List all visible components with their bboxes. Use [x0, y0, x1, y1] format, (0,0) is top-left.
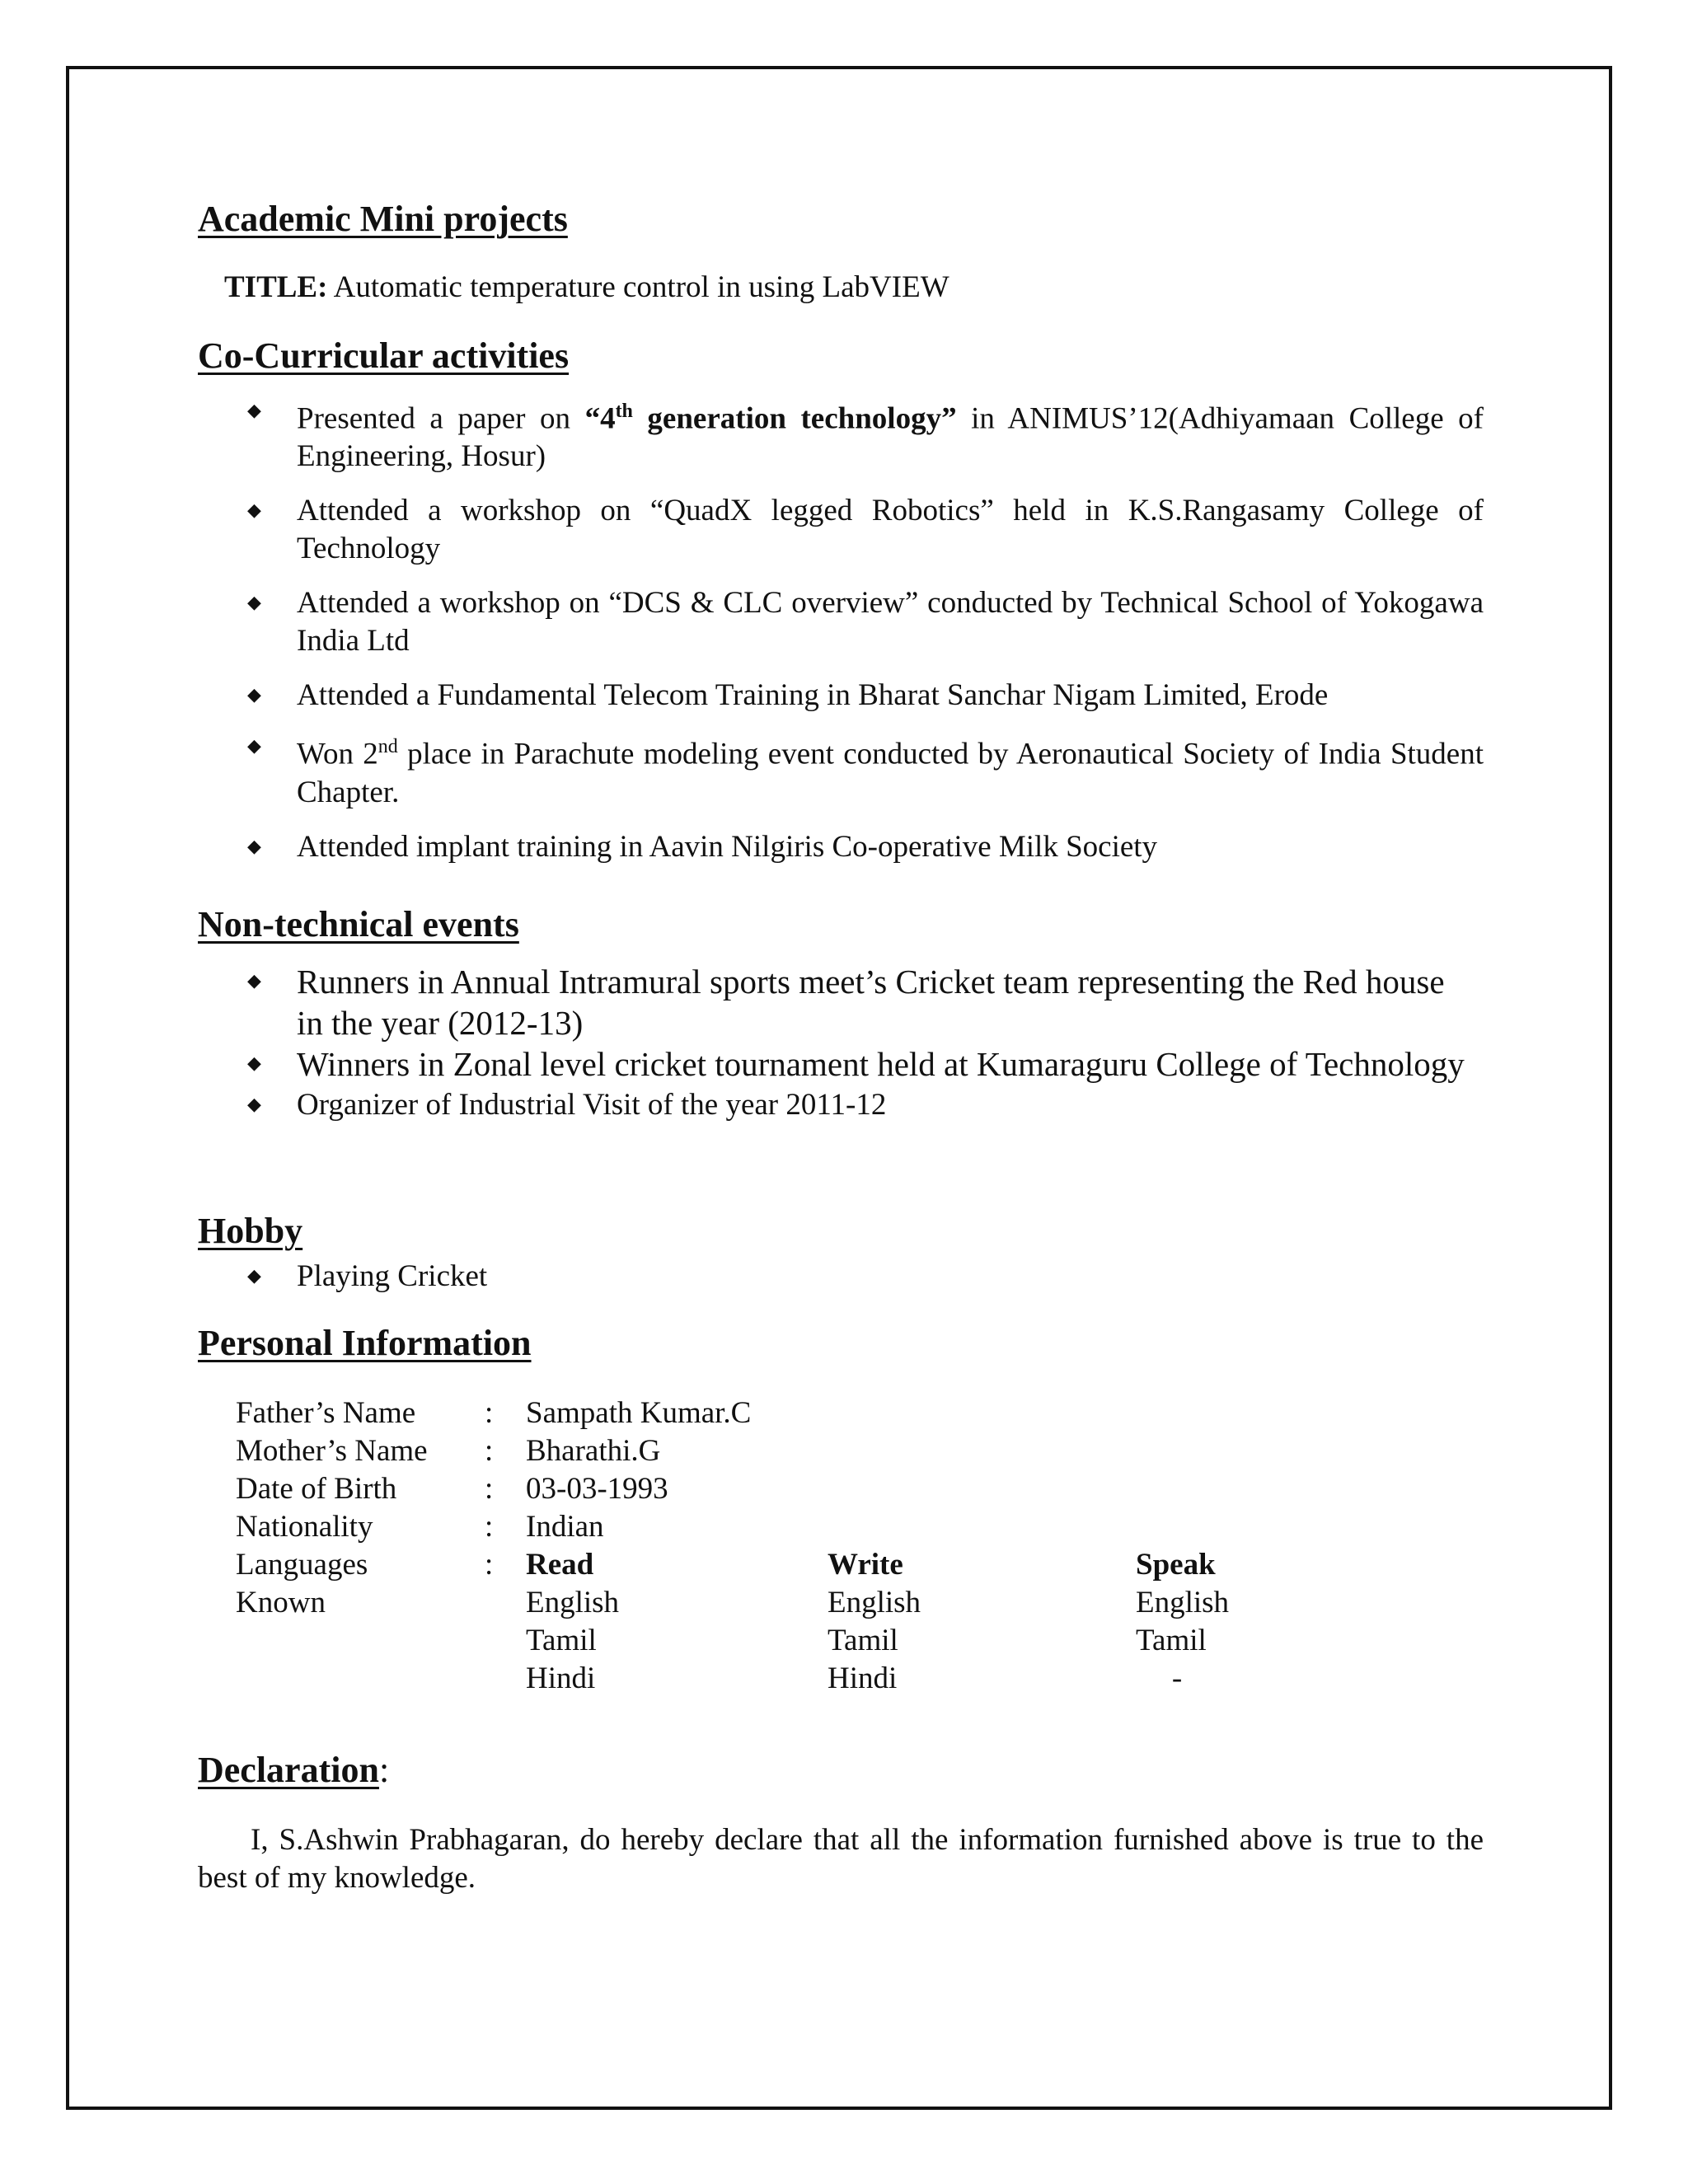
project-title-text: Automatic temperature control in using LabVIEW	[333, 270, 950, 304]
father-value: Sampath Kumar.C	[526, 1396, 752, 1430]
list-item: ◆ Runners in Annual Intramural sports meet’s Cricket team representing the Red house in the year (2012-13)	[247, 961, 1475, 1043]
lang-cell: Hindi	[828, 1661, 898, 1695]
mother-value: Bharathi.G	[526, 1434, 661, 1468]
colon: :	[485, 1510, 494, 1544]
lang-cell: Tamil	[1136, 1624, 1207, 1657]
lang-cell: Tamil	[828, 1624, 898, 1657]
colon: :	[485, 1472, 494, 1506]
lang-cell: Hindi	[526, 1661, 596, 1695]
lang-cell: English	[1136, 1586, 1230, 1619]
lang-cell: -	[1171, 1661, 1183, 1695]
declaration-heading-line	[198, 1749, 389, 1791]
lang-header-write: Write	[828, 1548, 903, 1582]
languages-label: Languages	[236, 1548, 368, 1582]
father-label: Father’s Name	[236, 1396, 416, 1430]
hobby-heading: Hobby	[198, 1211, 303, 1251]
nontechnical-heading: Non-technical events	[198, 904, 519, 944]
academic-heading: Academic Mini projects	[198, 199, 568, 239]
list-item: ◆ Attended a Fundamental Telecom Training in Bharat Sanchar Nigam Limited, Erode	[247, 677, 1484, 715]
colon: :	[485, 1434, 494, 1468]
personal-heading: Personal Information	[198, 1323, 532, 1363]
project-title-line	[224, 269, 950, 307]
cocurricular-heading: Co-Curricular activities	[198, 335, 570, 376]
nationality-value: Indian	[526, 1510, 604, 1544]
cocurricular-list	[247, 392, 1484, 866]
lang-cell: English	[828, 1586, 921, 1619]
list-item: ◆ Winners in Zonal level cricket tournament held at Kumaraguru College of Technology	[247, 1043, 1507, 1085]
list-item: ◆ Attended a workshop on “QuadX legged Robotics” held in K.S.Rangasamy College of Technology	[247, 492, 1484, 568]
lang-cell: Tamil	[526, 1624, 597, 1657]
declaration-text: I, S.Ashwin Prabhagaran, do hereby declare that all the information furnished above is true to the best of my knowledge.	[198, 1823, 1484, 1895]
lang-cell: English	[526, 1586, 620, 1619]
list-item: ◆ Organizer of Industrial Visit of the year 2011-12	[247, 1085, 1507, 1126]
nationality-label: Nationality	[236, 1510, 373, 1544]
declaration-heading: Declaration	[198, 1750, 379, 1790]
list-item: ◆ Playing Cricket	[247, 1258, 989, 1296]
mother-label: Mother’s Name	[236, 1434, 428, 1468]
colon: :	[485, 1548, 494, 1582]
dob-label: Date of Birth	[236, 1472, 397, 1506]
project-title-label: TITLE:	[224, 270, 328, 304]
list-item: ◆ Attended implant training in Aavin Nilgiris Co-operative Milk Society	[247, 828, 1484, 866]
hobby-list	[247, 1258, 989, 1296]
colon: :	[485, 1396, 494, 1430]
lang-header-speak: Speak	[1136, 1548, 1216, 1582]
list-item: ◆ Presented a paper on “4th generation technology” in ANIMUS’12(Adhiyamaan College of Engineering, Hosur)	[247, 392, 1484, 476]
list-item: ◆ Won 2nd place in Parachute modeling event conducted by Aeronautical Society of India Student Chapter.	[247, 728, 1484, 811]
declaration-colon: :	[378, 1750, 390, 1790]
list-item: ◆ Attended a workshop on “DCS & CLC overview” conducted by Technical School of Yokogawa India Ltd	[247, 584, 1484, 660]
nontechnical-list	[247, 961, 1507, 1126]
dob-value: 03-03-1993	[526, 1472, 668, 1506]
lang-header-read: Read	[526, 1548, 594, 1582]
known-label: Known	[236, 1586, 326, 1619]
